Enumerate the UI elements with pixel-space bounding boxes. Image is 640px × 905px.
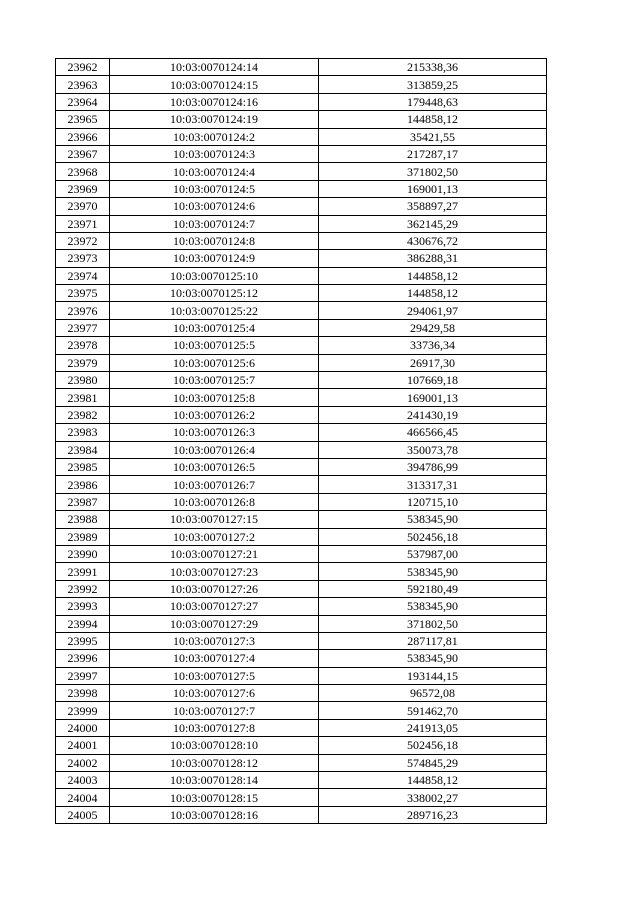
value-cell: 26917,30 bbox=[319, 354, 547, 371]
cadastral-number-cell: 10:03:0070125:22 bbox=[110, 302, 319, 319]
row-number-cell: 23976 bbox=[56, 302, 110, 319]
table-row bbox=[56, 528, 547, 545]
row-number-cell: 23969 bbox=[56, 180, 110, 197]
cadastral-number-cell: 10:03:0070126:5 bbox=[110, 458, 319, 475]
table-row bbox=[56, 93, 547, 110]
table-row bbox=[56, 789, 547, 806]
cadastral-number-cell: 10:03:0070124:15 bbox=[110, 76, 319, 93]
value-cell: 502456,18 bbox=[319, 737, 547, 754]
table-row bbox=[56, 719, 547, 736]
cadastral-number-cell: 10:03:0070125:8 bbox=[110, 389, 319, 406]
row-number-cell: 24003 bbox=[56, 772, 110, 789]
table-row bbox=[56, 319, 547, 336]
value-cell: 96572,08 bbox=[319, 685, 547, 702]
table-row bbox=[56, 128, 547, 145]
table-row bbox=[56, 198, 547, 215]
value-cell: 371802,50 bbox=[319, 163, 547, 180]
table-row bbox=[56, 806, 547, 823]
value-cell: 313317,31 bbox=[319, 476, 547, 493]
row-number-cell: 24000 bbox=[56, 719, 110, 736]
cadastral-number-cell: 10:03:0070127:8 bbox=[110, 719, 319, 736]
cadastral-number-cell: 10:03:0070127:2 bbox=[110, 528, 319, 545]
value-cell: 217287,17 bbox=[319, 145, 547, 162]
value-cell: 169001,13 bbox=[319, 180, 547, 197]
cadastral-number-cell: 10:03:0070124:6 bbox=[110, 198, 319, 215]
row-number-cell: 23992 bbox=[56, 580, 110, 597]
cadastral-number-cell: 10:03:0070125:10 bbox=[110, 267, 319, 284]
cadastral-number-cell: 10:03:0070124:14 bbox=[110, 59, 319, 76]
cadastral-number-cell: 10:03:0070127:23 bbox=[110, 563, 319, 580]
cadastral-number-cell: 10:03:0070128:15 bbox=[110, 789, 319, 806]
value-cell: 362145,29 bbox=[319, 215, 547, 232]
cadastral-number-cell: 10:03:0070124:3 bbox=[110, 145, 319, 162]
value-cell: 537987,00 bbox=[319, 545, 547, 562]
row-number-cell: 23977 bbox=[56, 319, 110, 336]
value-cell: 350073,78 bbox=[319, 441, 547, 458]
table-row bbox=[56, 215, 547, 232]
cadastral-number-cell: 10:03:0070125:5 bbox=[110, 337, 319, 354]
row-number-cell: 24001 bbox=[56, 737, 110, 754]
cadastral-number-cell: 10:03:0070127:29 bbox=[110, 615, 319, 632]
value-cell: 338002,27 bbox=[319, 789, 547, 806]
value-cell: 144858,12 bbox=[319, 267, 547, 284]
row-number-cell: 23980 bbox=[56, 372, 110, 389]
row-number-cell: 23978 bbox=[56, 337, 110, 354]
row-number-cell: 23975 bbox=[56, 285, 110, 302]
cadastral-number-cell: 10:03:0070124:16 bbox=[110, 93, 319, 110]
value-cell: 33736,34 bbox=[319, 337, 547, 354]
value-cell: 144858,12 bbox=[319, 111, 547, 128]
table-row bbox=[56, 458, 547, 475]
cadastral-number-cell: 10:03:0070124:9 bbox=[110, 250, 319, 267]
cadastral-number-cell: 10:03:0070125:6 bbox=[110, 354, 319, 371]
table-row bbox=[56, 267, 547, 284]
row-number-cell: 23988 bbox=[56, 511, 110, 528]
cadastral-number-cell: 10:03:0070126:4 bbox=[110, 441, 319, 458]
value-cell: 241430,19 bbox=[319, 406, 547, 423]
cadastral-number-cell: 10:03:0070126:8 bbox=[110, 493, 319, 510]
value-cell: 144858,12 bbox=[319, 772, 547, 789]
table-row bbox=[56, 180, 547, 197]
table-row bbox=[56, 232, 547, 249]
value-cell: 215338,36 bbox=[319, 59, 547, 76]
table-row bbox=[56, 59, 547, 76]
value-cell: 35421,55 bbox=[319, 128, 547, 145]
row-number-cell: 23963 bbox=[56, 76, 110, 93]
cadastral-number-cell: 10:03:0070127:4 bbox=[110, 650, 319, 667]
value-cell: 466566,45 bbox=[319, 424, 547, 441]
cadastral-number-cell: 10:03:0070124:4 bbox=[110, 163, 319, 180]
value-cell: 502456,18 bbox=[319, 528, 547, 545]
row-number-cell: 23965 bbox=[56, 111, 110, 128]
cadastral-number-cell: 10:03:0070128:12 bbox=[110, 754, 319, 771]
value-cell: 120715,10 bbox=[319, 493, 547, 510]
cadastral-number-cell: 10:03:0070126:7 bbox=[110, 476, 319, 493]
table-row bbox=[56, 406, 547, 423]
cadastral-number-cell: 10:03:0070127:15 bbox=[110, 511, 319, 528]
data-table-container bbox=[55, 58, 547, 824]
cadastral-number-cell: 10:03:0070127:6 bbox=[110, 685, 319, 702]
cadastral-number-cell: 10:03:0070128:16 bbox=[110, 806, 319, 823]
table-row bbox=[56, 667, 547, 684]
cadastral-number-cell: 10:03:0070127:7 bbox=[110, 702, 319, 719]
cadastral-number-cell: 10:03:0070128:10 bbox=[110, 737, 319, 754]
cadastral-number-cell: 10:03:0070126:3 bbox=[110, 424, 319, 441]
table-row bbox=[56, 563, 547, 580]
row-number-cell: 23966 bbox=[56, 128, 110, 145]
cadastral-number-cell: 10:03:0070127:21 bbox=[110, 545, 319, 562]
table-row bbox=[56, 145, 547, 162]
table-row bbox=[56, 285, 547, 302]
row-number-cell: 23994 bbox=[56, 615, 110, 632]
row-number-cell: 23985 bbox=[56, 458, 110, 475]
cadastral-number-cell: 10:03:0070124:5 bbox=[110, 180, 319, 197]
row-number-cell: 23979 bbox=[56, 354, 110, 371]
value-cell: 591462,70 bbox=[319, 702, 547, 719]
row-number-cell: 23967 bbox=[56, 145, 110, 162]
row-number-cell: 23970 bbox=[56, 198, 110, 215]
row-number-cell: 23989 bbox=[56, 528, 110, 545]
value-cell: 574845,29 bbox=[319, 754, 547, 771]
table-row bbox=[56, 737, 547, 754]
table-row bbox=[56, 163, 547, 180]
cadastral-number-cell: 10:03:0070128:14 bbox=[110, 772, 319, 789]
value-cell: 538345,90 bbox=[319, 598, 547, 615]
table-row bbox=[56, 250, 547, 267]
cadastral-number-cell: 10:03:0070127:3 bbox=[110, 632, 319, 649]
cadastral-number-cell: 10:03:0070125:4 bbox=[110, 319, 319, 336]
value-cell: 538345,90 bbox=[319, 511, 547, 528]
row-number-cell: 23995 bbox=[56, 632, 110, 649]
row-number-cell: 24002 bbox=[56, 754, 110, 771]
row-number-cell: 23972 bbox=[56, 232, 110, 249]
row-number-cell: 23998 bbox=[56, 685, 110, 702]
cadastral-number-cell: 10:03:0070127:26 bbox=[110, 580, 319, 597]
value-cell: 294061,97 bbox=[319, 302, 547, 319]
row-number-cell: 23974 bbox=[56, 267, 110, 284]
table-row bbox=[56, 493, 547, 510]
row-number-cell: 23984 bbox=[56, 441, 110, 458]
table-row bbox=[56, 441, 547, 458]
cadastral-number-cell: 10:03:0070125:12 bbox=[110, 285, 319, 302]
row-number-cell: 24005 bbox=[56, 806, 110, 823]
row-number-cell: 23964 bbox=[56, 93, 110, 110]
value-cell: 371802,50 bbox=[319, 615, 547, 632]
table-row bbox=[56, 76, 547, 93]
value-cell: 289716,23 bbox=[319, 806, 547, 823]
table-row bbox=[56, 685, 547, 702]
row-number-cell: 23973 bbox=[56, 250, 110, 267]
value-cell: 179448,63 bbox=[319, 93, 547, 110]
table-row bbox=[56, 580, 547, 597]
table-body bbox=[56, 59, 547, 824]
row-number-cell: 23968 bbox=[56, 163, 110, 180]
table-row bbox=[56, 372, 547, 389]
cadastral-number-cell: 10:03:0070124:7 bbox=[110, 215, 319, 232]
table-row bbox=[56, 302, 547, 319]
table-row bbox=[56, 424, 547, 441]
row-number-cell: 23982 bbox=[56, 406, 110, 423]
table-row bbox=[56, 111, 547, 128]
table-row bbox=[56, 650, 547, 667]
value-cell: 169001,13 bbox=[319, 389, 547, 406]
cadastral-number-cell: 10:03:0070127:27 bbox=[110, 598, 319, 615]
row-number-cell: 23997 bbox=[56, 667, 110, 684]
row-number-cell: 23983 bbox=[56, 424, 110, 441]
row-number-cell: 23981 bbox=[56, 389, 110, 406]
row-number-cell: 23990 bbox=[56, 545, 110, 562]
value-cell: 29429,58 bbox=[319, 319, 547, 336]
cadastral-number-cell: 10:03:0070124:2 bbox=[110, 128, 319, 145]
value-cell: 538345,90 bbox=[319, 650, 547, 667]
value-cell: 592180,49 bbox=[319, 580, 547, 597]
row-number-cell: 24004 bbox=[56, 789, 110, 806]
row-number-cell: 23996 bbox=[56, 650, 110, 667]
table-row bbox=[56, 615, 547, 632]
value-cell: 193144,15 bbox=[319, 667, 547, 684]
value-cell: 313859,25 bbox=[319, 76, 547, 93]
value-cell: 386288,31 bbox=[319, 250, 547, 267]
value-cell: 107669,18 bbox=[319, 372, 547, 389]
row-number-cell: 23986 bbox=[56, 476, 110, 493]
value-cell: 358897,27 bbox=[319, 198, 547, 215]
value-cell: 394786,99 bbox=[319, 458, 547, 475]
cadastral-number-cell: 10:03:0070127:5 bbox=[110, 667, 319, 684]
value-cell: 538345,90 bbox=[319, 563, 547, 580]
row-number-cell: 23962 bbox=[56, 59, 110, 76]
table-row bbox=[56, 389, 547, 406]
value-cell: 430676,72 bbox=[319, 232, 547, 249]
table-row bbox=[56, 702, 547, 719]
row-number-cell: 23987 bbox=[56, 493, 110, 510]
table-row bbox=[56, 476, 547, 493]
table-row bbox=[56, 354, 547, 371]
table-row bbox=[56, 754, 547, 771]
table-row bbox=[56, 632, 547, 649]
table-row bbox=[56, 337, 547, 354]
data-table bbox=[55, 58, 547, 824]
table-row bbox=[56, 772, 547, 789]
table-row bbox=[56, 545, 547, 562]
table-row bbox=[56, 511, 547, 528]
value-cell: 241913,05 bbox=[319, 719, 547, 736]
row-number-cell: 23971 bbox=[56, 215, 110, 232]
row-number-cell: 23993 bbox=[56, 598, 110, 615]
table-row bbox=[56, 598, 547, 615]
value-cell: 144858,12 bbox=[319, 285, 547, 302]
cadastral-number-cell: 10:03:0070126:2 bbox=[110, 406, 319, 423]
row-number-cell: 23999 bbox=[56, 702, 110, 719]
row-number-cell: 23991 bbox=[56, 563, 110, 580]
cadastral-number-cell: 10:03:0070124:8 bbox=[110, 232, 319, 249]
cadastral-number-cell: 10:03:0070125:7 bbox=[110, 372, 319, 389]
cadastral-number-cell: 10:03:0070124:19 bbox=[110, 111, 319, 128]
value-cell: 287117,81 bbox=[319, 632, 547, 649]
